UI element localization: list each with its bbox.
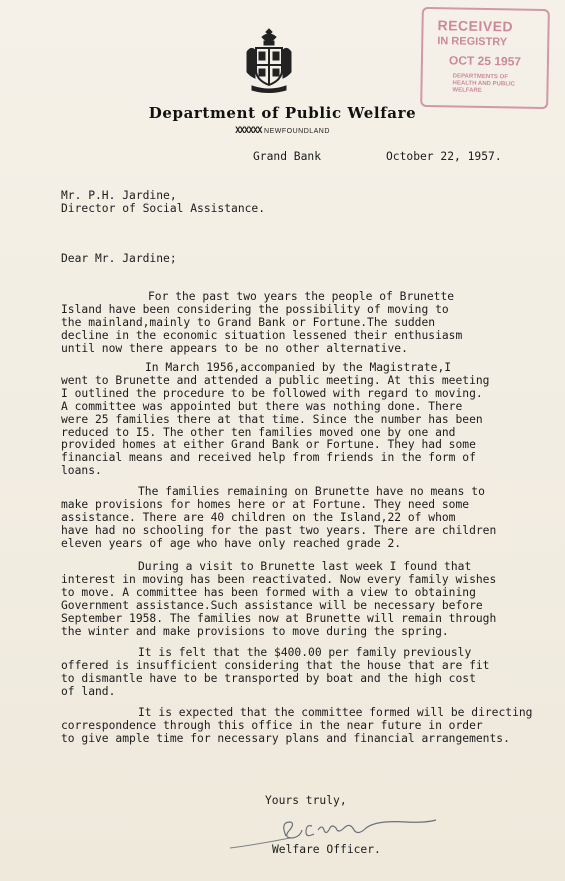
place: Grand Bank [253, 150, 322, 163]
paragraph-4-line: Government assistance.Such assistance will be necessary before [61, 598, 483, 612]
paragraph-3-line: assistance. There are 40 children on the Island,22 of whom [61, 510, 456, 524]
recipient-title: Director of Social Assistance. [61, 202, 266, 215]
paragraph-6-line: It is expected that the committee formed will be directing [138, 706, 533, 719]
paragraph-4-line: September 1958. The families now at Brunette will remain through [61, 611, 497, 625]
paragraph-3-line: eleven years of age who have only reached grade 2. [61, 536, 402, 550]
paragraph-3-line: have had no schooling for the past two years. There are children [61, 523, 497, 537]
paragraph-2-line: went to Brunette and attended a public meeting. At this meeting [61, 373, 490, 387]
paragraph-1-line: For the past two years the people of Brunette [148, 290, 455, 303]
paragraph-2-line: A committee was appointed but there was nothing done. There [61, 399, 463, 413]
paragraph-5-line: It is felt that the $400.00 per family previously [138, 646, 472, 659]
recipient-name: Mr. P.H. Jardine, [61, 189, 177, 202]
paragraph-5-line: offered is insufficient considering that the house that are fit [61, 658, 490, 672]
paragraph-2-line: were 25 families there at that time. Since the number has been [61, 412, 483, 426]
salutation: Dear Mr. Jardine; [61, 252, 177, 265]
paragraph-2-line: In March 1956,accompanied by the Magistrate,I [145, 361, 452, 374]
paragraph-4-line: to move. A committee has been formed with a view to obtaining [61, 585, 476, 599]
paragraph-2-line: financial means and received help from friends in the form of [61, 451, 476, 465]
received-stamp [420, 7, 550, 109]
closing: Yours truly, [265, 794, 347, 807]
paragraph-5-line: of land. [61, 684, 116, 698]
paragraph-2-line: reduced to I5. The other ten families moved one by one and [61, 425, 456, 439]
paragraph-4-line: During a visit to Brunette last week I found that [138, 560, 472, 573]
paragraph-3-line: make provisions for homes here or at Fortune. They need some [61, 497, 470, 511]
paragraph-2-line: loans. [61, 464, 102, 478]
paragraph-1-line: the mainland,mainly to Grand Bank or Fortune.The sudden [61, 315, 436, 329]
paragraph-3-line: The families remaining on Brunette have no means to [138, 485, 485, 498]
letter-date: October 22, 1957. [386, 150, 502, 163]
coat-of-arms-emblem [244, 28, 294, 94]
paragraph-6-line: to give ample time for necessary plans and financial arrangements. [61, 731, 510, 745]
paragraph-4-line: the winter and make provisions to move during the spring. [61, 624, 449, 638]
stamp-date: OCT 25 1957 [448, 53, 522, 69]
stamp-registry: IN REGISTRY [437, 35, 508, 49]
department-title: Department of Public Welfare [148, 104, 417, 122]
crossed-out-text: XXXXXX [235, 126, 262, 136]
stamp-received: RECEIVED [437, 17, 514, 35]
paragraph-5-line: to dismantle have to be transported by boat and the high cost [61, 671, 476, 685]
paragraph-1-line: decline in the economic situation lessened their enthusiasm [61, 328, 463, 342]
signer-title: Welfare Officer. [272, 843, 381, 856]
stamp-department: DEPARTMENTS OF HEALTH AND PUBLIC WELFARE [452, 73, 515, 94]
paragraph-4-line: interest in moving has been reactivated. Now every family wishes [61, 572, 497, 586]
paragraph-1-line: Island have been considering the possibility of moving to [61, 302, 449, 316]
paragraph-6-line: correspondence through this office in the near future in order [61, 718, 483, 732]
paragraph-2-line: provided homes at either Grand Bank or Fortune. They had some [61, 438, 476, 452]
paragraph-1-line: until now there appears to be no other alternative. [61, 341, 408, 355]
department-subtitle [0, 126, 565, 136]
province-name: NEWFOUNDLAND [264, 128, 330, 135]
paragraph-2-line: I outlined the procedure to be followed with regard to moving. [61, 386, 483, 400]
